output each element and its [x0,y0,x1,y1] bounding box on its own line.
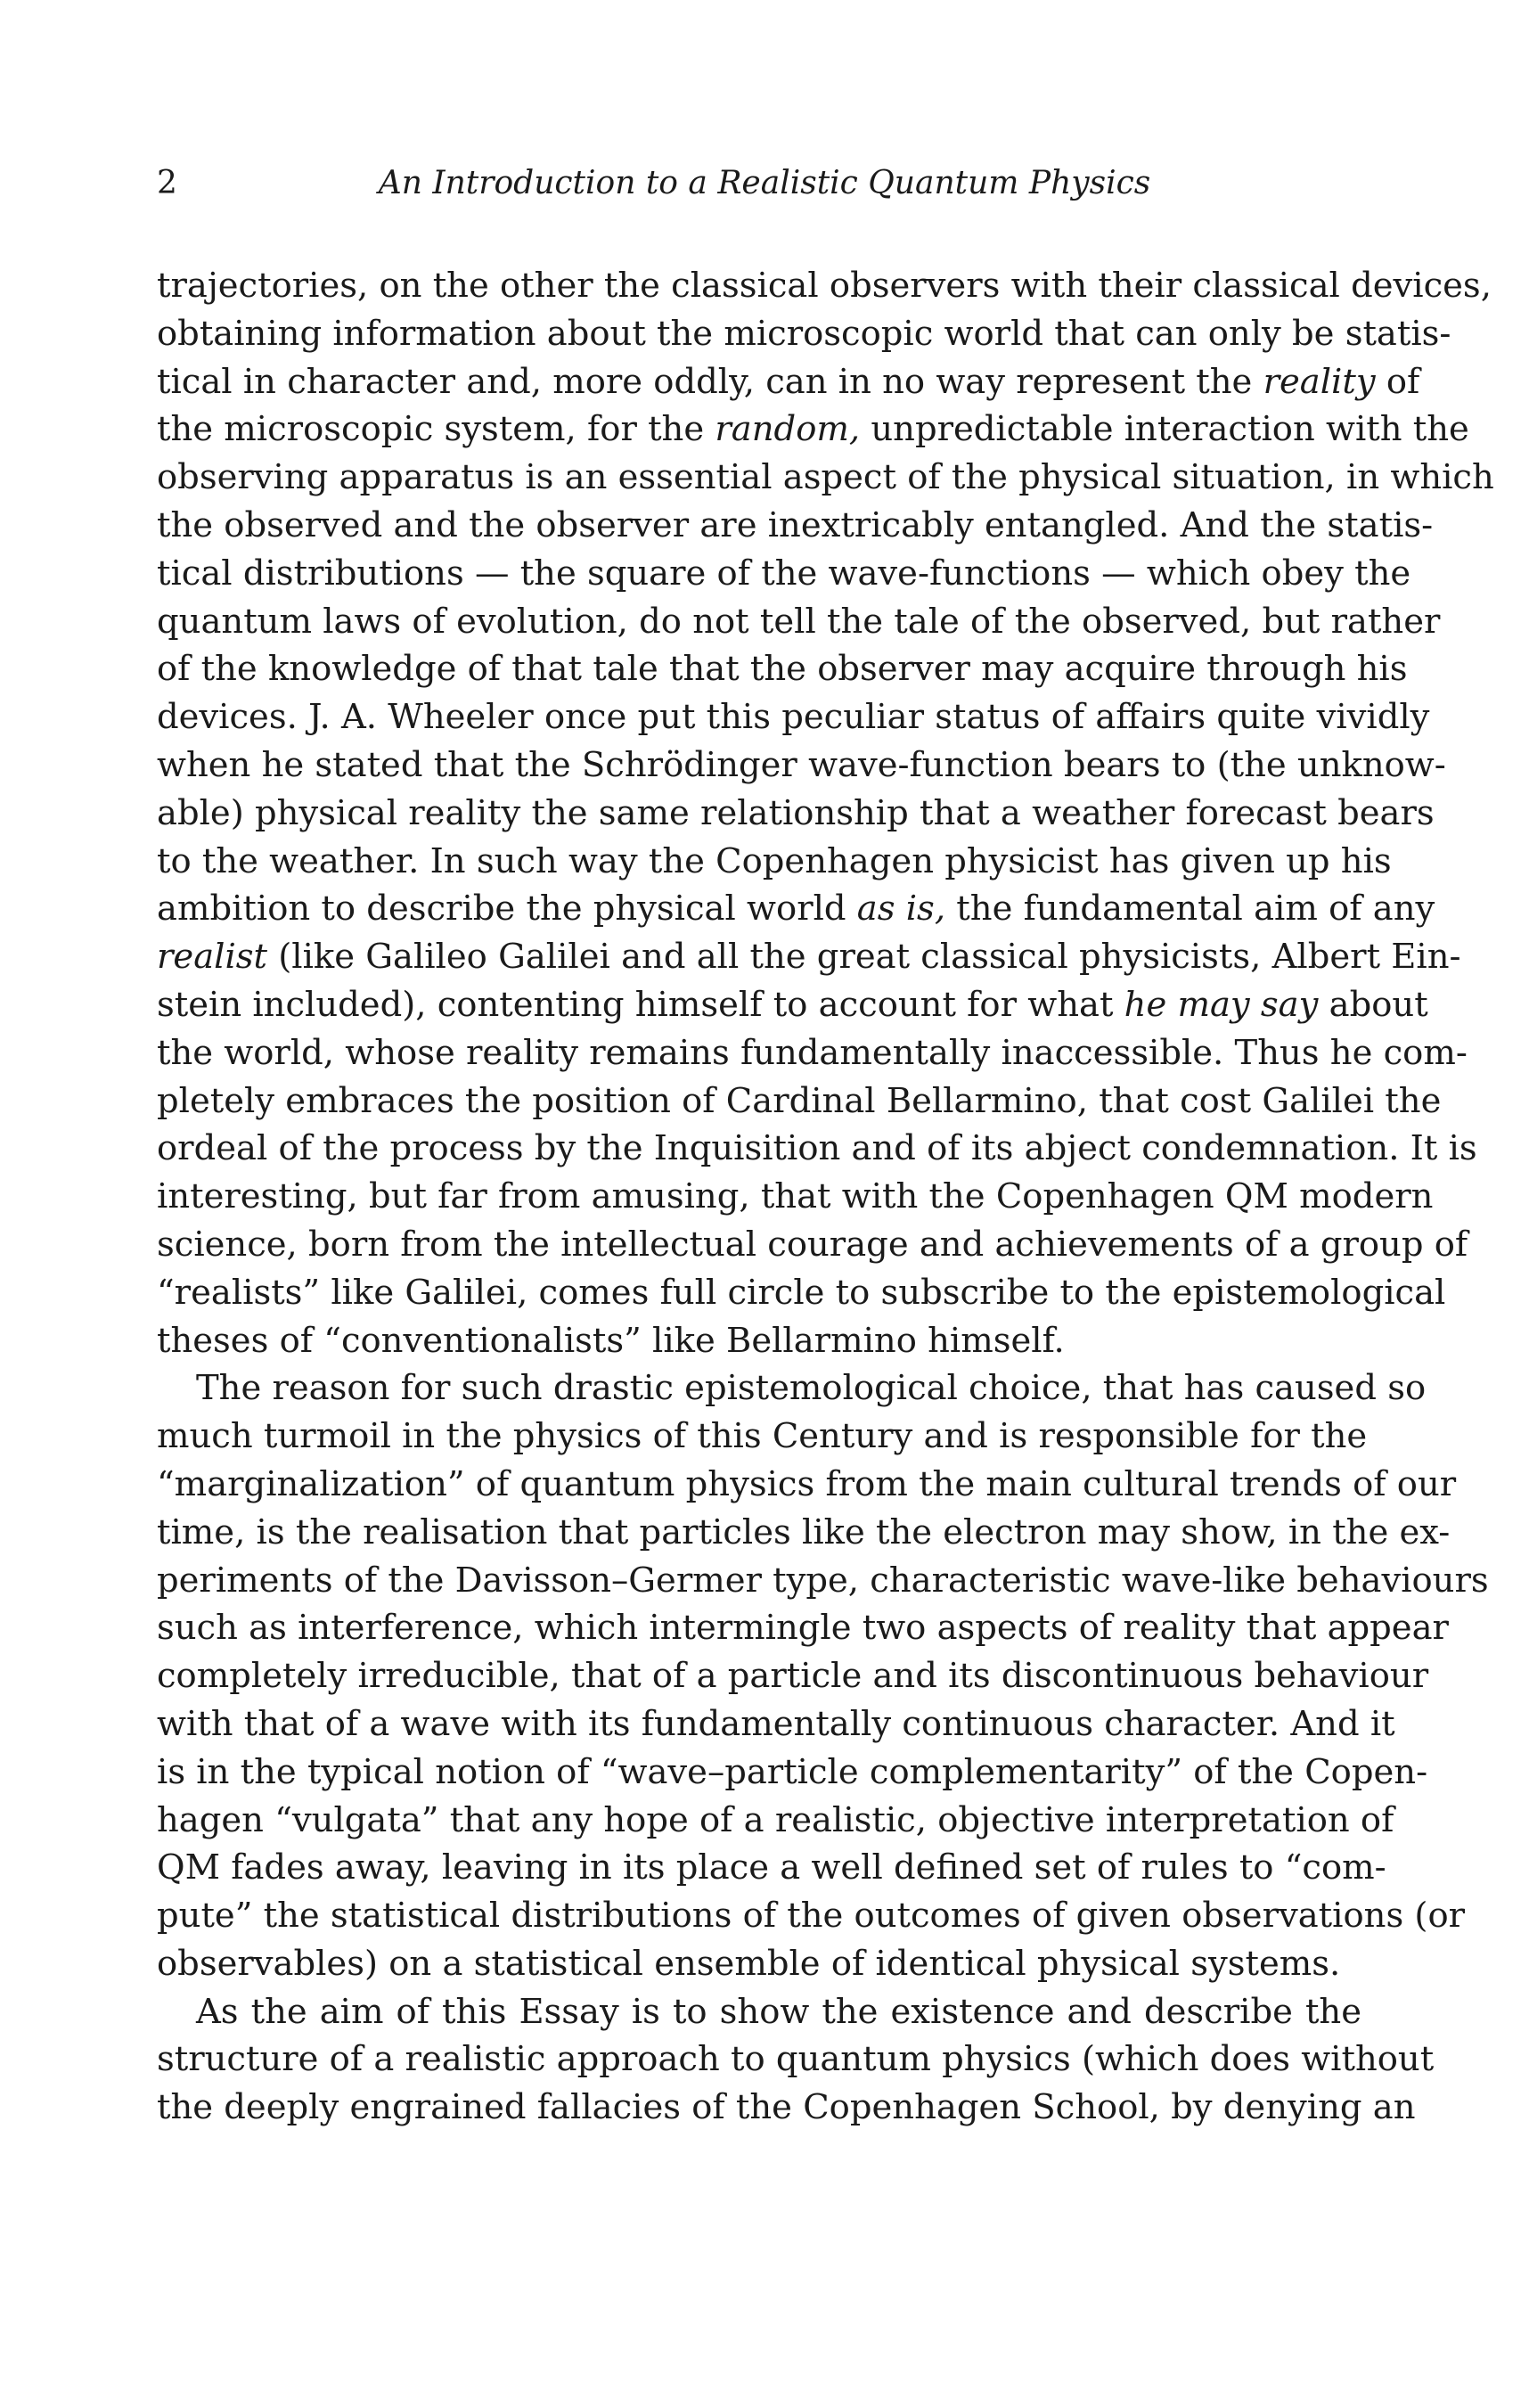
text-line [157,1940,1361,1988]
text-line [157,598,1441,646]
text-line [157,1797,1394,1845]
text-run: periments of the Davisson–Germer type, characteristic wave-like behaviours [157,1560,1489,1601]
text-line [157,1221,1468,1269]
text-line [157,1652,1429,1700]
text-run: ambition to describe the physical world [157,889,857,930]
text-run: completely irreducible, that of a particle and its discontinuous behaviour [157,1656,1429,1697]
text-line [157,1604,1449,1652]
text-run: the deeply engrained fallacies of the Copenhagen School, by denying an [157,2087,1416,2128]
text-run: pute” the statistical distributions of the outcomes of given observations (or [157,1896,1466,1937]
text-line [157,693,1430,741]
text-run: The reason for such drastic epistemological choice, that has caused so [196,1368,1427,1409]
text-run: tical in character and, more oddly, can in no way represent the [157,361,1263,402]
text-run: “marginalization” of quantum physics from the main cultural trends of our [157,1463,1457,1504]
text-run: pletely embraces the position of Cardinal Bellarmino, that cost Galilei the [157,1080,1442,1121]
text-run: structure of a realistic approach to quantum physics (which does without [157,2039,1435,2080]
paragraph [157,262,1494,1364]
text-run: tical distributions — the square of the wave-functions — which obey the [157,553,1411,594]
text-run: of [1375,361,1420,402]
text-line [157,262,1492,310]
text-run: the world, whose reality remains fundamentally inaccessible. Thus he com- [157,1032,1468,1073]
text-run: hagen “vulgata” that any hope of a realistic, objective interpretation of [157,1799,1394,1840]
text-line [157,741,1446,790]
text-run: “realists” like Galilei, comes full circle to subscribe to the epistemological [157,1272,1446,1313]
text-line [157,1413,1368,1461]
text-line [157,1749,1428,1797]
emphasis: random, [715,409,861,450]
text-line [157,358,1420,406]
text-run: of the knowledge of that tale that the observer may acquire through his [157,649,1408,690]
text-run: unpredictable interaction with the [860,409,1469,450]
text-line [157,310,1451,358]
text-run: theses of “conventionalists” like Bellarmino himself. [157,1320,1065,1361]
text-run: when he stated that the Schrödinger wave-function bears to (the unknow- [157,744,1446,785]
text-run: As the aim of this Essay is to show the existence and describe the [196,1991,1361,2032]
text-run: QM fades away, leaving in its place a well defined set of rules to “com- [157,1847,1386,1888]
text-line [157,1892,1466,1940]
text-line [157,645,1408,693]
text-line [157,1557,1489,1605]
text-run: the observed and the observer are inextricably entangled. And the statis- [157,504,1434,545]
text-line [157,1988,1361,2036]
text-run: devices. J. A. Wheeler once put this peculiar status of affairs quite vividly [157,697,1430,738]
text-run: such as interference, which intermingle two aspects of reality that appear [157,1608,1449,1649]
text-line [157,502,1434,550]
text-line [157,1317,1361,1365]
text-line [157,454,1494,502]
text-line [157,1269,1446,1317]
text-run: to the weather. In such way the Copenhagen physicist has given up his [157,840,1392,881]
text-line [157,981,1428,1029]
text-line [157,838,1392,886]
text-line [157,1509,1451,1557]
emphasis: reality [1263,361,1376,402]
text-run: the fundamental aim of any [945,889,1435,930]
text-line [157,933,1461,981]
text-run: obtaining information about the microscopic world that can only be statis- [157,313,1451,354]
text-line [157,1364,1427,1413]
text-line [157,550,1411,598]
text-line [157,1173,1434,1221]
text-run: with that of a wave with its fundamentally continuous character. And it [157,1703,1395,1744]
text-run: is in the typical notion of “wave–particle complementarity” of the Copen- [157,1751,1428,1792]
text-run: (like Galileo Galilei and all the great classical physicists, Albert Ein- [267,937,1461,978]
text-line [157,1125,1477,1173]
text-run: trajectories, on the other the classical observers with their classical devices, [157,266,1492,306]
text-run: much turmoil in the physics of this Century and is responsible for the [157,1416,1368,1457]
text-line [157,2035,1435,2084]
text-run: the microscopic system, for the [157,409,715,450]
text-line [157,405,1469,454]
text-run: stein included), contenting himself to account for what [157,984,1124,1025]
text-line [157,1700,1395,1749]
text-line [157,790,1435,838]
text-run: about [1318,984,1428,1025]
text-run: able) physical reality the same relationship that a weather forecast bears [157,792,1435,833]
text-line [157,1844,1386,1892]
running-head: An Introduction to a Realistic Quantum Physics [378,165,1151,201]
emphasis: as is, [856,889,946,930]
text-run: observables) on a statistical ensemble of identical physical systems. [157,1943,1341,1984]
text-run: observing apparatus is an essential aspect of the physical situation, in which [157,457,1494,498]
emphasis: he may say [1124,984,1319,1025]
body-text [157,262,1494,2132]
text-run: time, is the realisation that particles like the electron may show, in the ex- [157,1511,1451,1552]
text-line [157,2084,1416,2132]
emphasis: realist [157,937,267,978]
paragraph [157,1364,1489,1987]
text-run: ordeal of the process by the Inquisition and of its abject condemnation. It is [157,1128,1477,1169]
paragraph [157,1988,1435,2132]
text-line [157,1029,1468,1077]
text-line [157,885,1435,933]
text-run: interesting, but far from amusing, that with the Copenhagen QM modern [157,1176,1434,1217]
text-run: quantum laws of evolution, do not tell the tale of the observed, but rather [157,601,1441,642]
text-line [157,1461,1457,1509]
text-line [157,1077,1442,1126]
text-run: science, born from the intellectual courage and achievements of a group of [157,1224,1468,1265]
page-number: 2 [157,165,177,201]
